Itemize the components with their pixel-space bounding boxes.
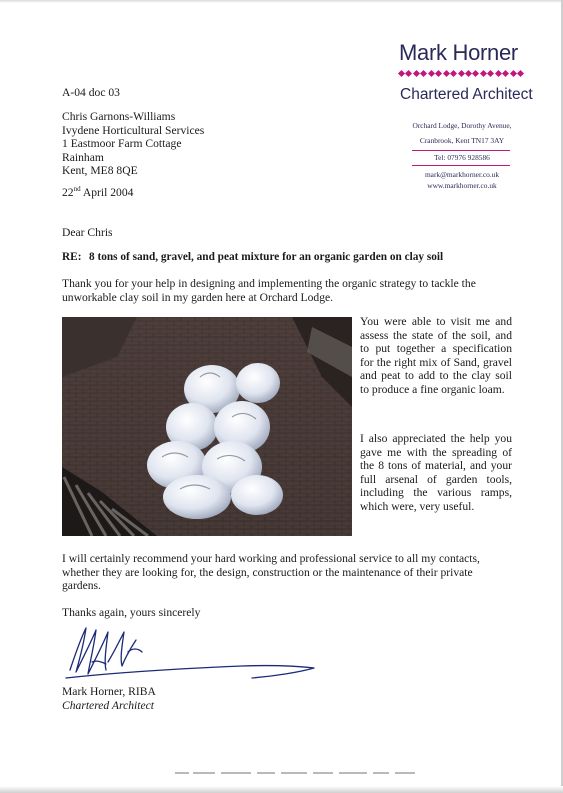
salutation: Dear Chris (62, 226, 113, 239)
document-reference: A-04 doc 03 (62, 86, 120, 99)
letter-date (62, 186, 133, 200)
recipient-line: Rainham (62, 150, 104, 164)
subject-line (62, 251, 443, 265)
recipient-line: Ivydene Horticultural Services (62, 123, 205, 137)
letterhead-address-line2: Cranbrook, Kent TN17 3AY (419, 136, 505, 145)
paragraph-intro: Thank you for your help in designing and implementing the organic strategy to tackle the unworkable clay soil in my garden here at Orchard Lodge. (62, 277, 476, 304)
letterhead-rule (412, 150, 510, 151)
date-suffix: nd (73, 185, 81, 194)
handwritten-signature (62, 622, 322, 684)
letterhead-telephone: Tel: 07976 928586 (434, 153, 490, 162)
letterhead-address-line1: Orchard Lodge, Dorothy Avenue, (412, 121, 512, 130)
date-month-year: April 2004 (80, 186, 134, 199)
letterhead-title: Chartered Architect (400, 86, 533, 103)
garden-photo (62, 317, 352, 536)
letterhead-rule (412, 165, 510, 166)
scan-edge-top (0, 0, 563, 3)
subject-label: RE: (62, 251, 82, 263)
recipient-line: 1 Eastmoor Farm Cottage (62, 137, 182, 151)
recipient-address (62, 110, 204, 178)
date-day: 22 (62, 186, 74, 199)
recipient-line: Chris Garnons-Williams (62, 110, 176, 123)
scan-edge-bottom (0, 786, 563, 793)
paragraph-spreading-help: I also appreciated the help you gave me with the spreading of the 8 tons of material, and your full arsenal of garden tools, including the various ramps, which were, very useful. (360, 432, 512, 513)
letterhead-website: www.markhorner.co.uk (427, 181, 497, 190)
letterhead-dot-divider (399, 68, 523, 78)
footer-text-faded (175, 771, 415, 775)
letterhead-name: Mark Horner (399, 40, 518, 65)
signer-name: Mark Horner, RIBA (62, 685, 156, 698)
recipient-line: Kent, ME8 8QE (62, 164, 138, 178)
paragraph-site-visit: You were able to visit me and assess the state of the soil, and to put together a specification for the right mix of Sand, gravel and peat to add to the clay soil to produce a fine organic loam. (360, 315, 512, 396)
paragraph-recommendation: I will certainly recommend your hard working and professional service to all my contacts, whether they are looking for, the design, construction or the maintenance of their private gardens. (62, 552, 480, 593)
signer-title: Chartered Architect (62, 699, 154, 712)
letterhead-email: mark@markhorner.co.uk (424, 170, 500, 179)
closing-line: Thanks again, yours sincerely (62, 606, 201, 619)
subject-text: 8 tons of sand, gravel, and peat mixture for an organic garden on clay soil (89, 251, 444, 263)
